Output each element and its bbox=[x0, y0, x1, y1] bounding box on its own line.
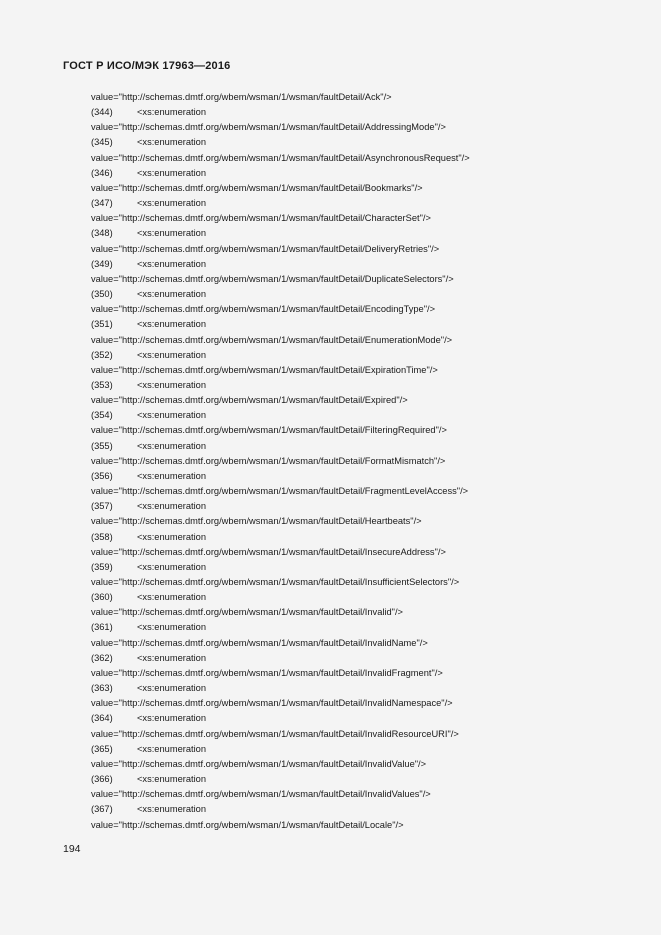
enumeration-line bbox=[91, 620, 470, 635]
value-line: value="http://schemas.dmtf.org/wbem/wsman/1/wsman/faultDetail/InsufficientSelectors"/> bbox=[91, 577, 460, 587]
enumeration-line bbox=[91, 651, 470, 666]
enumeration-tag: <xs:enumeration bbox=[137, 228, 206, 239]
enumeration-tag: <xs:enumeration bbox=[137, 137, 206, 148]
line-number: (366) bbox=[91, 774, 113, 785]
enumeration-line bbox=[91, 287, 470, 302]
line-number: (360) bbox=[91, 592, 113, 603]
value-line: value="http://schemas.dmtf.org/wbem/wsman/1/wsman/faultDetail/CharacterSet"/> bbox=[91, 213, 431, 224]
value-line: value="http://schemas.dmtf.org/wbem/wsman/1/wsman/faultDetail/FilteringRequired"/> bbox=[91, 425, 447, 436]
value-line: value="http://schemas.dmtf.org/wbem/wsman/1/wsman/faultDetail/EncodingType"/> bbox=[91, 304, 436, 315]
line-number: (358) bbox=[91, 531, 113, 542]
value-line: value="http://schemas.dmtf.org/wbem/wsman/1/wsman/faultDetail/InvalidResourceURI"/> bbox=[91, 728, 459, 739]
enumeration-tag: <xs:enumeration bbox=[137, 774, 206, 785]
line-number: (356) bbox=[91, 470, 113, 481]
enumeration-line bbox=[91, 408, 470, 423]
line-number: (355) bbox=[91, 440, 113, 451]
enumeration-tag: <xs:enumeration bbox=[137, 440, 206, 451]
value-line: value="http://schemas.dmtf.org/wbem/wsman/1/wsman/faultDetail/AddressingMode"/> bbox=[91, 122, 446, 133]
line-number: (346) bbox=[91, 167, 113, 178]
page-number: 194 bbox=[63, 843, 81, 855]
enumeration-line bbox=[91, 257, 470, 272]
line-number: (361) bbox=[91, 622, 113, 633]
enumeration-tag: <xs:enumeration bbox=[137, 501, 206, 512]
line-number: (354) bbox=[91, 410, 113, 421]
value-line: value="http://schemas.dmtf.org/wbem/wsman/1/wsman/faultDetail/InvalidFragment"/> bbox=[91, 667, 443, 678]
enumeration-line bbox=[91, 711, 470, 726]
enumeration-tag: <xs:enumeration bbox=[137, 652, 206, 663]
value-line: value="http://schemas.dmtf.org/wbem/wsman/1/wsman/faultDetail/InvalidValues"/> bbox=[91, 789, 431, 800]
enumeration-tag: <xs:enumeration bbox=[137, 410, 206, 421]
enumeration-line bbox=[91, 802, 470, 817]
enumeration-entries bbox=[91, 105, 470, 833]
enumeration-line bbox=[91, 469, 470, 484]
enumeration-line bbox=[91, 226, 470, 241]
enumeration-tag: <xs:enumeration bbox=[137, 107, 206, 118]
line-number: (363) bbox=[91, 683, 113, 694]
value-line: value="http://schemas.dmtf.org/wbem/wsman/1/wsman/faultDetail/DuplicateSelectors"/> bbox=[91, 273, 454, 284]
line-number: (364) bbox=[91, 713, 113, 724]
value-line: value="http://schemas.dmtf.org/wbem/wsman/1/wsman/faultDetail/InvalidNamespace"/> bbox=[91, 698, 453, 709]
enumeration-line bbox=[91, 439, 470, 454]
enumeration-tag: <xs:enumeration bbox=[137, 592, 206, 603]
enumeration-line bbox=[91, 681, 470, 696]
page-header: ГОСТ Р ИСО/МЭК 17963—2016 bbox=[63, 60, 231, 72]
enumeration-line bbox=[91, 499, 470, 514]
value-line: value="http://schemas.dmtf.org/wbem/wsman/1/wsman/faultDetail/Expired"/> bbox=[91, 395, 408, 406]
line-number: (348) bbox=[91, 228, 113, 239]
enumeration-tag: <xs:enumeration bbox=[137, 683, 206, 694]
line-number: (345) bbox=[91, 137, 113, 148]
enumeration-tag: <xs:enumeration bbox=[137, 349, 206, 360]
enumeration-tag: <xs:enumeration bbox=[137, 470, 206, 481]
value-line: value="http://schemas.dmtf.org/wbem/wsman/1/wsman/faultDetail/InsecureAddress"/> bbox=[91, 546, 446, 557]
line-number: (344) bbox=[91, 107, 113, 118]
enumeration-line bbox=[91, 166, 470, 181]
value-line: value="http://schemas.dmtf.org/wbem/wsman/1/wsman/faultDetail/InvalidValue"/> bbox=[91, 758, 427, 769]
enumeration-line bbox=[91, 560, 470, 575]
enumeration-line bbox=[91, 742, 470, 757]
value-line: value="http://schemas.dmtf.org/wbem/wsman/1/wsman/faultDetail/Invalid"/> bbox=[91, 607, 403, 618]
enumeration-line bbox=[91, 317, 470, 332]
value-line: value="http://schemas.dmtf.org/wbem/wsman/1/wsman/faultDetail/DeliveryRetries"/> bbox=[91, 243, 440, 254]
enumeration-line bbox=[91, 105, 470, 120]
listing-line: value="http://schemas.dmtf.org/wbem/wsman/1/wsman/faultDetail/Ack"/> bbox=[91, 92, 392, 102]
enumeration-line bbox=[91, 135, 470, 150]
enumeration-line bbox=[91, 772, 470, 787]
value-line: value="http://schemas.dmtf.org/wbem/wsman/1/wsman/faultDetail/FragmentLevelAccess"/> bbox=[91, 486, 469, 497]
line-number: (367) bbox=[91, 804, 113, 815]
enumeration-tag: <xs:enumeration bbox=[137, 379, 206, 390]
line-number: (365) bbox=[91, 743, 113, 754]
line-number: (347) bbox=[91, 198, 113, 209]
enumeration-tag: <xs:enumeration bbox=[137, 561, 206, 572]
enumeration-line bbox=[91, 348, 470, 363]
line-number: (353) bbox=[91, 379, 113, 390]
enumeration-line bbox=[91, 530, 470, 545]
line-number: (359) bbox=[91, 561, 113, 572]
line-number: (362) bbox=[91, 652, 113, 663]
line-number: (352) bbox=[91, 349, 113, 360]
line-number: (350) bbox=[91, 289, 113, 300]
enumeration-tag: <xs:enumeration bbox=[137, 622, 206, 633]
value-line: value="http://schemas.dmtf.org/wbem/wsman/1/wsman/faultDetail/Locale"/> bbox=[91, 819, 404, 830]
value-line: value="http://schemas.dmtf.org/wbem/wsman/1/wsman/faultDetail/Heartbeats"/> bbox=[91, 516, 422, 527]
enumeration-tag: <xs:enumeration bbox=[137, 289, 206, 300]
value-line: value="http://schemas.dmtf.org/wbem/wsman/1/wsman/faultDetail/ExpirationTime"/> bbox=[91, 364, 438, 375]
value-line: value="http://schemas.dmtf.org/wbem/wsman/1/wsman/faultDetail/Bookmarks"/> bbox=[91, 182, 423, 193]
value-line: value="http://schemas.dmtf.org/wbem/wsman/1/wsman/faultDetail/FormatMismatch"/> bbox=[91, 455, 446, 466]
enumeration-tag: <xs:enumeration bbox=[137, 167, 206, 178]
value-line: value="http://schemas.dmtf.org/wbem/wsman/1/wsman/faultDetail/AsynchronousRequest"/> bbox=[91, 152, 470, 163]
code-listing bbox=[91, 90, 470, 833]
enumeration-tag: <xs:enumeration bbox=[137, 198, 206, 209]
value-line: value="http://schemas.dmtf.org/wbem/wsman/1/wsman/faultDetail/EnumerationMode"/> bbox=[91, 334, 453, 345]
value-line: value="http://schemas.dmtf.org/wbem/wsman/1/wsman/faultDetail/InvalidName"/> bbox=[91, 637, 428, 648]
line-number: (357) bbox=[91, 501, 113, 512]
enumeration-line bbox=[91, 590, 470, 605]
line-number: (351) bbox=[91, 319, 113, 330]
enumeration-line bbox=[91, 196, 470, 211]
enumeration-tag: <xs:enumeration bbox=[137, 804, 206, 815]
line-number: (349) bbox=[91, 258, 113, 269]
enumeration-tag: <xs:enumeration bbox=[137, 258, 206, 269]
enumeration-tag: <xs:enumeration bbox=[137, 319, 206, 330]
enumeration-line bbox=[91, 378, 470, 393]
enumeration-tag: <xs:enumeration bbox=[137, 531, 206, 542]
enumeration-tag: <xs:enumeration bbox=[137, 713, 206, 724]
enumeration-tag: <xs:enumeration bbox=[137, 743, 206, 754]
